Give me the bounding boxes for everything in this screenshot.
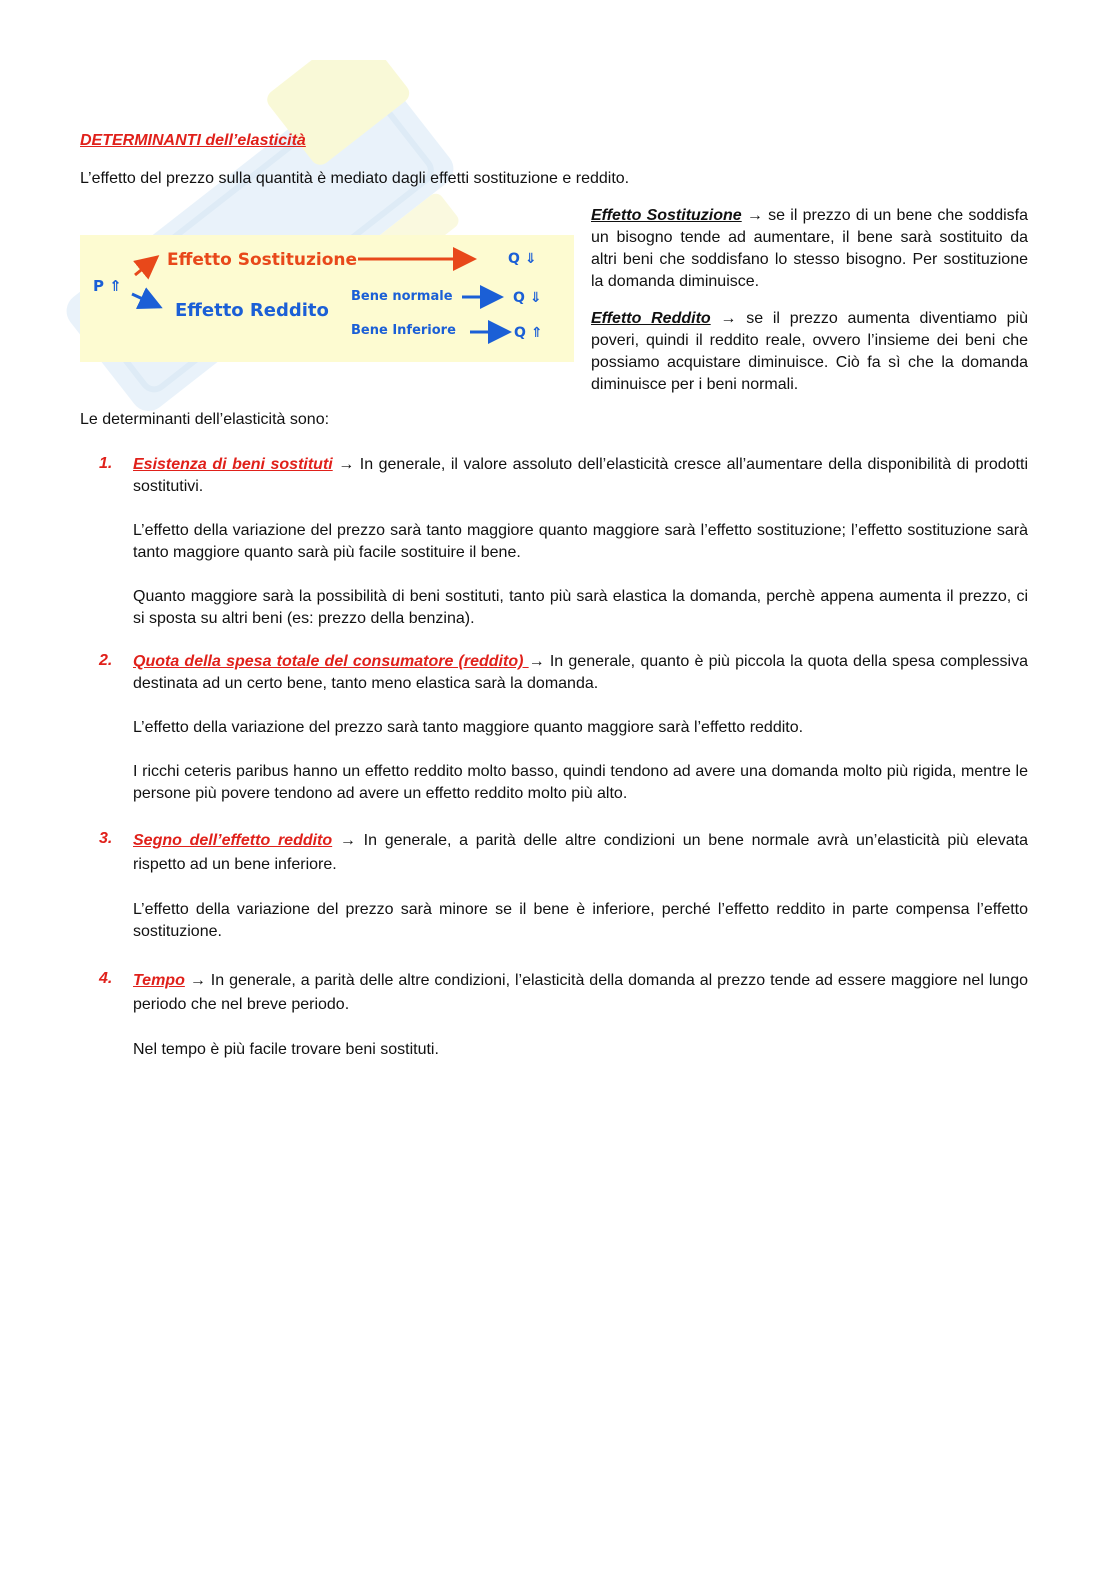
- item-3-heading: [133, 829, 1028, 877]
- item-1-number: 1.: [99, 455, 113, 472]
- item-2-number: 2.: [99, 652, 113, 669]
- item-4-term: Tempo: [133, 972, 185, 989]
- item-2-para-3: I ricchi ceteris paribus hanno un effetto reddito molto basso, quindi tendono ad avere una domanda molto più rigida, mentre le persone più povere tendono ad avere un effetto reddito molto più alto.: [133, 763, 1028, 802]
- item-3-text: → In generale, a parità delle altre condizioni un bene normale avrà un’elasticità più elevata rispetto ad un bene inferiore.: [133, 832, 1028, 873]
- diagram-substitution: Effetto Sostituzione: [167, 250, 358, 270]
- item-1-para-2: L’effetto della variazione del prezzo sarà tanto maggiore quanto maggiore sarà l’effetto sostituzione; l’effetto sostituzione sarà tanto maggiore quanto sarà più facile sostituire il bene.: [133, 522, 1028, 561]
- diagram-inferior-good: Bene Inferiore: [351, 323, 456, 338]
- item-2-term: Quota della spesa totale del consumatore (reddito): [133, 653, 529, 670]
- diagram-price: P ⇑: [93, 277, 122, 295]
- diagram-q-normal: Q ⇓: [513, 290, 542, 306]
- item-4-para-2: Nel tempo è più facile trovare beni sostituti.: [133, 1041, 439, 1058]
- side-inc-text: → se il prezzo aumenta diventiamo più poveri, quindi il reddito reale, ovvero l’insieme dei beni che possiamo acquistare diminuisce. Ciò fa sì che la domanda diminuisce per i beni normali.: [591, 310, 1028, 393]
- diagram-income: Effetto Reddito: [175, 300, 329, 321]
- diagram-normal-good: Bene normale: [351, 289, 453, 304]
- item-4-text: → In generale, a parità delle altre condizioni, l’elasticità della domanda al prezzo tende ad essere maggiore nel lungo periodo che nel breve periodo.: [133, 972, 1028, 1013]
- item-3-term: Segno dell’effetto reddito: [133, 832, 333, 849]
- side-income: [591, 308, 1028, 396]
- section-title: DETERMINANTI dell’elasticità: [80, 132, 306, 149]
- item-1-text: → In generale, il valore assoluto dell’elasticità cresce all’aumentare della disponibilità di prodotti sostitutivi.: [133, 456, 1028, 495]
- side-sub-text: → se il prezzo di un bene che soddisfa un bisogno tende ad aumentare, il bene sarà sostituito da altri beni che soddisfano lo stesso bisogno. Per sostituzione la domanda diminuisce.: [591, 207, 1028, 290]
- side-substitution: [591, 205, 1028, 293]
- item-2-heading: [133, 651, 1028, 695]
- item-4-heading: [133, 969, 1028, 1017]
- diagram-q-inferior: Q ⇑: [514, 325, 543, 341]
- item-4-number: 4.: [99, 970, 113, 987]
- item-1-para-3: Quanto maggiore sarà la possibilità di beni sostituti, tanto più sarà elastica la domanda, perchè appena aumenta il prezzo, ci si sposta su altri beni (es: prezzo della benzina).: [133, 588, 1028, 627]
- item-2-text: → In generale, quanto è più piccola la quota della spesa complessiva destinata ad un certo bene, tanto meno elastica sarà la domanda.: [133, 653, 1029, 692]
- arrow-up-red: [135, 257, 157, 275]
- list-lead: Le determinanti dell’elasticità sono:: [80, 411, 330, 428]
- side-sub-term: Effetto Sostituzione: [591, 207, 742, 224]
- item-1-heading: [133, 454, 1028, 498]
- intro-text: L’effetto del prezzo sulla quantità è mediato dagli effetti sostituzione e reddito.: [80, 170, 630, 187]
- item-3-number: 3.: [99, 830, 113, 847]
- item-3-para-2: L’effetto della variazione del prezzo sarà minore se il bene è inferiore, perché l’effetto reddito in parte compensa l’effetto sostituzione.: [133, 901, 1028, 940]
- item-1-term: Esistenza di beni sostituti: [133, 456, 333, 473]
- arrow-down-blue: [132, 294, 160, 307]
- item-2-para-2: L’effetto della variazione del prezzo sarà tanto maggiore quanto maggiore sarà l’effetto reddito.: [133, 719, 804, 736]
- effects-diagram: [80, 235, 574, 362]
- diagram-q-sub: Q ⇓: [508, 251, 537, 267]
- side-inc-term: Effetto Reddito: [591, 310, 711, 327]
